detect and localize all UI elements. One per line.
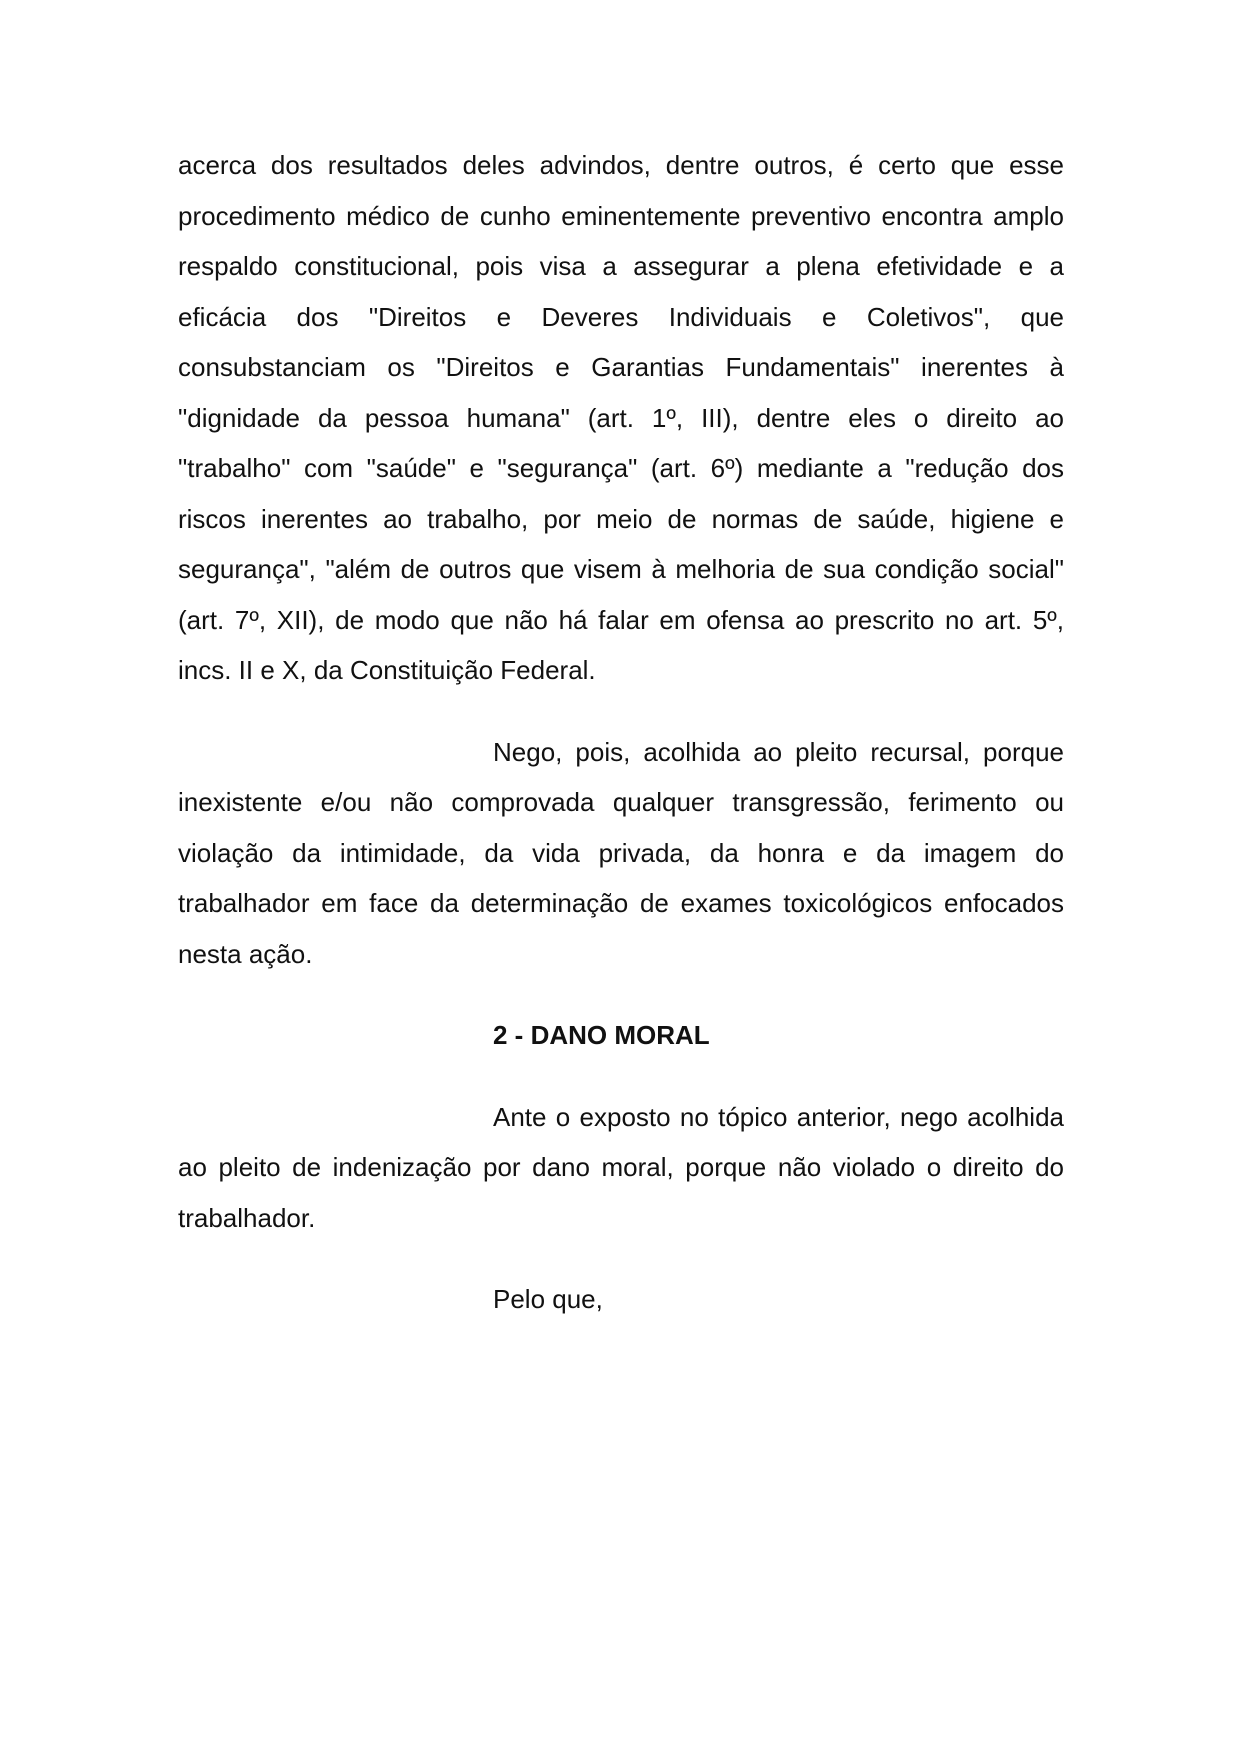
document-page (178, 140, 1064, 1351)
closing-text: Pelo que, (493, 1284, 603, 1314)
paragraph-moral-damages: Ante o exposto no tópico anterior, nego acolhida ao pleito de indenização por dano moral, porque não violado o direito do trabalhador. (178, 1101, 1064, 1233)
paragraph-appeal-denied: Nego, pois, acolhida ao pleito recursal, porque inexistente e/ou não comprovada qualquer transgressão, ferimento ou violação da intimidade, da vida privada, da honra e da imagem do trabalhador em face da determinação de exames toxicológicos enfocados nesta ação. (178, 736, 1064, 969)
section-heading-dano-moral: 2 - DANO MORAL (493, 1020, 710, 1050)
paragraph-constitutional-basis: acerca dos resultados deles advindos, dentre outros, é certo que esse procedimento médico de cunho eminentemente preventivo encontra amplo respaldo constitucional, pois visa a assegurar a plena efetividade e a eficácia dos "Direitos e Deveres Individuais e Coletivos", que consubstanciam os "Direitos e Garantias Fundamentais" inerentes à "dignidade da pessoa humana" (art. 1º, III), dentre eles o direito ao "trabalho" com "saúde" e "segurança" (art. 6º) mediante a "redução dos riscos inerentes ao trabalho, por meio de normas de saúde, higiene e segurança", "além de outros que visem à melhoria de sua condição social" (art. 7º, XII), de modo que não há falar em ofensa ao prescrito no art. 5º, incs. II e X, da Constituição Federal. (178, 150, 1064, 685)
